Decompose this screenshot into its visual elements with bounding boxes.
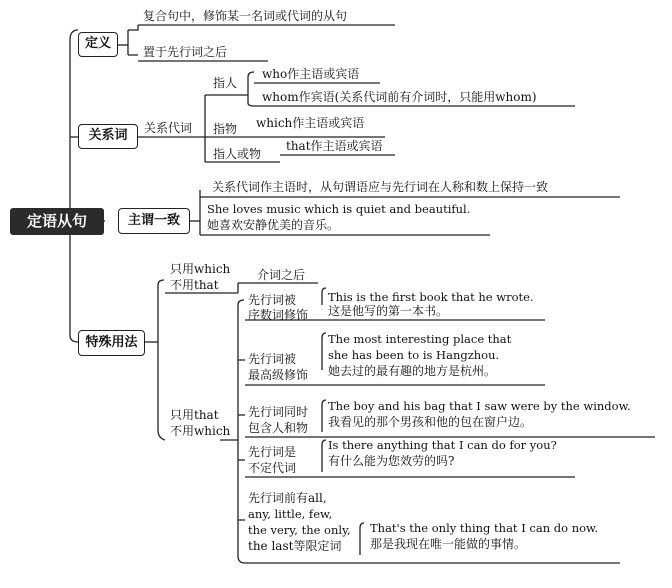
thing-label: 指物 bbox=[213, 122, 238, 136]
case-determiner-cond-2: any, little, few, bbox=[248, 507, 333, 521]
case-person-thing-example-en: The boy and his bag that I saw were by the window. bbox=[328, 399, 631, 413]
special-usage-node: 特殊用法 bbox=[78, 330, 145, 356]
person-or-thing-label: 指人或物 bbox=[213, 147, 262, 161]
case-indefinite-example-zh: 有什么能为您效劳的吗? bbox=[328, 454, 455, 468]
case-determiner-cond-4: the last等限定词 bbox=[248, 539, 342, 553]
case-superlative-example-zh: 她去过的最有趣的地方是杭州。 bbox=[328, 364, 497, 378]
agreement-example-zh: 她喜欢安静优美的音乐。 bbox=[207, 218, 340, 232]
case-person-thing-cond-1: 先行词同时 bbox=[248, 405, 309, 419]
that-item: that作主语或宾语 bbox=[286, 139, 383, 153]
that-only-label-1: 只用that bbox=[170, 408, 219, 422]
relative-words-node: 关系词 bbox=[78, 124, 138, 149]
agreement-rule: 关系代词作主语时，从句谓语应与先行词在人称和数上保持一致 bbox=[212, 180, 549, 194]
case-determiner-example-zh: 那是我现在唯一能做的事情。 bbox=[370, 537, 527, 551]
case-superlative-example-en-2: she has been to is Hangzhou. bbox=[328, 348, 500, 362]
root-node: 定语从句 bbox=[10, 208, 104, 235]
case-superlative-cond-1: 先行词被 bbox=[248, 352, 297, 366]
case-indefinite-cond-2: 不定代词 bbox=[248, 461, 297, 475]
definition-node: 定义 bbox=[78, 32, 118, 57]
definition-item-1: 复合句中，修饰某一名词或代词的从句 bbox=[143, 9, 348, 23]
case-ordinal-cond-2: 序数词修饰 bbox=[248, 308, 309, 322]
whom-item: whom作宾语(关系代词前有介词时，只能用whom) bbox=[262, 90, 537, 104]
case-ordinal-cond-1: 先行词被 bbox=[248, 293, 297, 307]
case-determiner-cond-3: the very, the only, bbox=[248, 523, 351, 537]
which-only-label-1: 只用which bbox=[170, 262, 231, 276]
person-label: 指人 bbox=[213, 76, 238, 90]
case-person-thing-cond-2: 包含人和物 bbox=[248, 421, 309, 435]
case-indefinite-cond-1: 先行词是 bbox=[248, 445, 297, 459]
agreement-node: 主谓一致 bbox=[118, 208, 190, 234]
definition-item-2: 置于先行词之后 bbox=[143, 45, 228, 59]
case-determiner-cond-1: 先行词前有all, bbox=[248, 491, 327, 505]
after-preposition-item: 介词之后 bbox=[257, 268, 306, 282]
case-person-thing-example-zh: 我看见的那个男孩和他的包在窗户边。 bbox=[328, 415, 533, 429]
case-determiner-example-en: That's the only thing that I can do now. bbox=[370, 521, 599, 535]
who-item: who作主语或宾语 bbox=[262, 67, 360, 81]
that-only-label-2: 不用which bbox=[170, 424, 231, 438]
agreement-example-en: She loves music which is quiet and beautiful. bbox=[207, 202, 471, 216]
case-ordinal-example-en: This is the first book that he wrote. bbox=[328, 290, 534, 304]
case-superlative-example-en-1: The most interesting place that bbox=[328, 332, 512, 346]
case-ordinal-example-zh: 这是他写的第一本书。 bbox=[328, 304, 449, 318]
case-indefinite-example-en: Is there anything that I can do for you? bbox=[328, 438, 557, 452]
relative-pronoun-label: 关系代词 bbox=[144, 121, 193, 135]
which-item: which作主语或宾语 bbox=[256, 116, 365, 130]
case-superlative-cond-2: 最高级修饰 bbox=[248, 368, 309, 382]
which-only-label-2: 不用that bbox=[170, 278, 219, 292]
